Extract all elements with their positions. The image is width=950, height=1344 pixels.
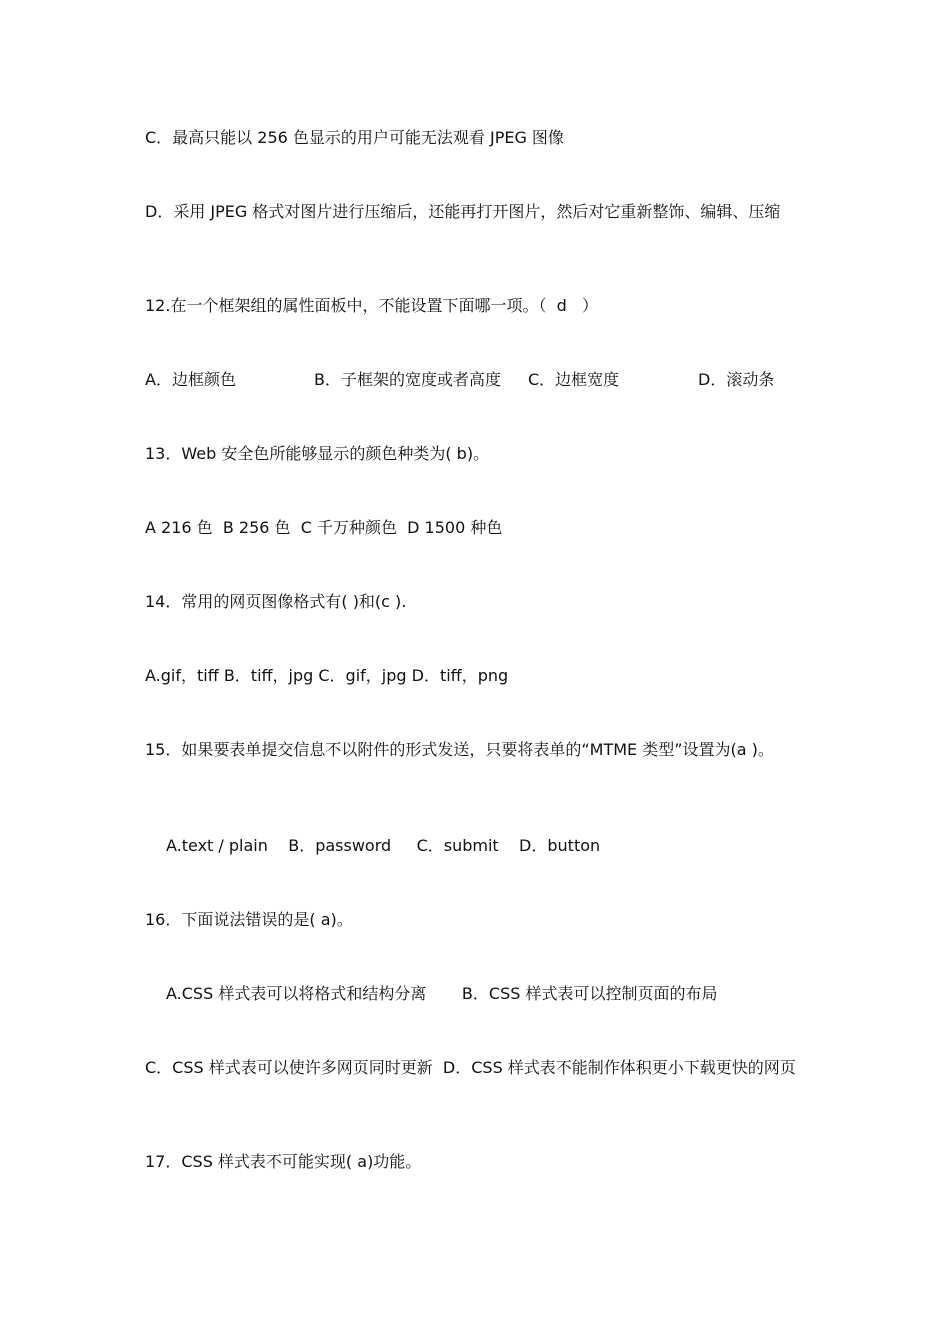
question-16: 16．下面说法错误的是( a)。: [145, 910, 353, 929]
q12-option-b: B．子框架的宽度或者高度: [314, 370, 501, 389]
question-14-options: A.gif，tiff B．tiff，jpg C．gif，jpg D．tiff，png: [145, 666, 509, 685]
q12-option-c: C．边框宽度: [528, 370, 620, 389]
question-17: 17．CSS 样式表不可能实现( a)功能。: [145, 1152, 422, 1171]
question-16-options-cd: C．CSS 样式表可以使许多网页同时更新 D．CSS 样式表不能制作体积更小下载更快的网页: [145, 1058, 796, 1077]
question-14: 14．常用的网页图像格式有( )和(c ).: [145, 592, 407, 611]
question-16-options-ab: A.CSS 样式表可以将格式和结构分离 B．CSS 样式表可以控制页面的布局: [166, 984, 718, 1003]
question-13: 13．Web 安全色所能够显示的颜色种类为( b)。: [145, 444, 490, 463]
q12-option-a: A．边框颜色: [145, 370, 236, 389]
question-15: 15．如果要表单提交信息不以附件的形式发送，只要将表单的“MTME 类型”设置为(a )。: [145, 740, 774, 759]
question-13-options: A 216 色 B 256 色 C 千万种颜色 D 1500 种色: [145, 518, 503, 537]
option-c-line: C．最高只能以 256 色显示的用户可能无法观看 JPEG 图像: [145, 128, 564, 147]
question-12: 12.在一个框架组的属性面板中，不能设置下面哪一项。（ d ）: [145, 296, 599, 315]
question-15-options: A.text / plain B．password C．submit D．button: [166, 836, 601, 855]
q12-option-d: D．滚动条: [698, 370, 775, 389]
option-d-line: D．采用 JPEG 格式对图片进行压缩后，还能再打开图片，然后对它重新整饰、编辑、压缩: [145, 202, 781, 221]
